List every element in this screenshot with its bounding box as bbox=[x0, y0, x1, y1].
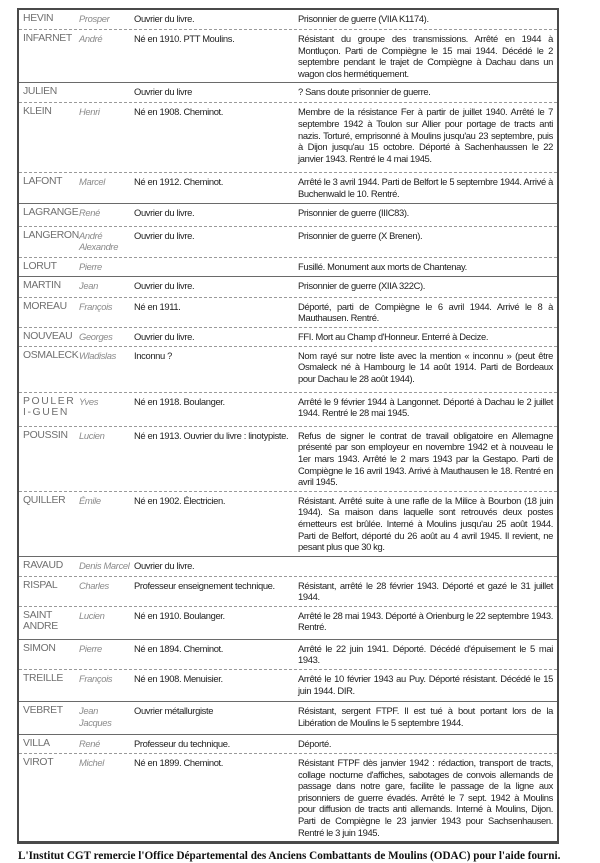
notes: Déporté. bbox=[298, 738, 332, 750]
surname: VIROT bbox=[23, 757, 54, 769]
first-name: Jean Jacques bbox=[79, 705, 112, 728]
first-name: André Alexandre bbox=[79, 229, 119, 253]
first-name: René bbox=[79, 738, 101, 750]
table-row bbox=[19, 753, 557, 841]
first-name: Pierre bbox=[79, 642, 102, 654]
table-row bbox=[19, 82, 557, 102]
table-row bbox=[19, 29, 557, 82]
profession: Né en 1902. Électricien. bbox=[134, 494, 226, 506]
notes: Fusillé. Monument aux morts de Chantenay. bbox=[298, 260, 467, 272]
table-row bbox=[19, 346, 557, 392]
surname: SIMON bbox=[23, 642, 56, 654]
profession: Inconnu ? bbox=[134, 349, 173, 361]
surname: VILLA bbox=[23, 738, 50, 750]
table-row bbox=[19, 297, 557, 327]
table-row bbox=[19, 10, 557, 29]
surname: HEVIN bbox=[23, 13, 54, 24]
surname: NOUVEAU bbox=[23, 330, 73, 342]
surname: POUSSIN bbox=[23, 429, 68, 441]
first-name: Lucien bbox=[79, 429, 105, 441]
surname: QUILLER bbox=[23, 494, 66, 506]
first-name: René bbox=[79, 206, 101, 218]
table-row bbox=[19, 701, 557, 734]
surname: LAFONT bbox=[23, 176, 63, 188]
first-name: Émile bbox=[79, 494, 101, 506]
profession: Ouvrier du livre. bbox=[134, 13, 195, 24]
first-name: Georges bbox=[79, 330, 113, 342]
notes: Résistant, sergent FTPF. Il est tué à bout portant lors de la Libération de Moulins le 5 septembre 1944. bbox=[298, 705, 553, 728]
first-name: Yves bbox=[79, 395, 99, 407]
surname: LORUT bbox=[23, 260, 57, 272]
table-row bbox=[19, 257, 557, 276]
deportee-table bbox=[17, 8, 559, 844]
first-name: François bbox=[79, 673, 113, 685]
notes: Résistant FTPF dès janvier 1942 : rédaction, transport de tracts, collage nocturne d'affiches, sabotages de convois allemands de passage dans notre gare, facilite le passage de la ligne aux prisonniers de guerre évadés. Arrêté le 7 sept. 1942 à Moulins pour diffusion de tracts anti allemands. Interné à Moulins, Dijon. Parti de Compiègne le 23 janvier 1943 pour Sachsenhausen. Rentré le 3 juin 1945. bbox=[298, 757, 553, 838]
profession: Né en 1910. PTT Moulins. bbox=[134, 33, 235, 44]
notes: Prisonnier de guerre (XIIA 322C). bbox=[298, 279, 426, 291]
notes: Refus de signer le contrat de travail obligatoire en Allemagne présenté par son employeur en novembre 1942 et à nouveau le 1er mars 1943. Arrêté le 2 mars 1943 par la Gestapo. Parti de Compiègne le 16 avril 1943. Arrivé à Mauthausen le 18. Rentré en avril 1945. bbox=[298, 429, 553, 488]
profession: Né en 1899. Cheminot. bbox=[134, 757, 224, 769]
table-row bbox=[19, 491, 557, 556]
profession: Ouvrier du livre. bbox=[134, 559, 195, 571]
table-row bbox=[19, 556, 557, 576]
profession: Né en 1911. bbox=[134, 300, 181, 312]
surname: TREILLE bbox=[23, 673, 64, 685]
profession: Ouvrier métallurgiste bbox=[134, 705, 214, 717]
first-name: François bbox=[79, 300, 113, 312]
profession: Ouvrier du livre bbox=[134, 86, 192, 98]
surname: OSMALECK bbox=[23, 349, 79, 361]
surname: RISPAL bbox=[23, 579, 58, 591]
profession: Ouvrier du livre. bbox=[134, 229, 195, 241]
first-name: Henri bbox=[79, 106, 100, 118]
surname: POULERI-GUEN bbox=[23, 395, 76, 419]
first-name: Denis Marcel bbox=[79, 559, 130, 571]
first-name: Wladislas bbox=[79, 349, 116, 361]
first-name: Prosper bbox=[79, 13, 110, 24]
profession: Né en 1908. Menuisier. bbox=[134, 673, 223, 685]
surname: INFARNET bbox=[23, 33, 72, 44]
first-name: Pierre bbox=[79, 260, 102, 272]
table-row bbox=[19, 734, 557, 753]
table-row bbox=[19, 327, 557, 346]
notes: Prisonnier de guerre (X Brenen). bbox=[298, 229, 423, 241]
notes: Arrêté le 9 février 1944 à Langonnet. Déporté à Dachau le 2 juillet 1944. Rentré le 28 mai 1945. bbox=[298, 395, 553, 419]
surname: LAGRANGE bbox=[23, 206, 79, 218]
notes: FFI. Mort au Champ d'Honneur. Enterré à Decize. bbox=[298, 330, 489, 342]
profession: Professeur enseignement technique. bbox=[134, 579, 275, 591]
notes: Résistant du groupe des transmissions. Arrêté en 1944 à Montluçon. Parti de Compiègne le 15 mai 1944. Décédé le 2 septembre pendant le trajet de Compiègne à Dachau dans un wagon clos hermétiquement. bbox=[298, 33, 553, 79]
first-name: Jean bbox=[79, 279, 98, 291]
notes: Membre de la résistance Fer à partir de juillet 1940. Arrêté le 7 septembre 1942 à Toulon sur Allier pour portage de tracts anti nazis. Torturé, emprisonné à Moulins jusqu'au 23 septembre, puis à Dijon jusqu'au 15 octobre. Déporté à Sachenhaussen le 22 janvier 1943. Rentré le 4 mai 1945. bbox=[298, 106, 553, 164]
first-name: André bbox=[79, 33, 103, 44]
first-name: Lucien bbox=[79, 609, 105, 621]
surname: MARTIN bbox=[23, 279, 61, 291]
notes: Résistant, arrêté le 28 février 1943. Déporté et gazé le 31 juillet 1944. bbox=[298, 579, 553, 603]
surname: RAVAUD bbox=[23, 559, 63, 571]
surname: VEBRET bbox=[23, 705, 63, 717]
profession: Professeur du technique. bbox=[134, 738, 230, 750]
table-row bbox=[19, 639, 557, 669]
profession: Né en 1912. Cheminot. bbox=[134, 176, 224, 188]
notes: Résistant. Arrêté suite à une rafle de la Milice à Bourbon (18 juin 1944). Sa maison dans laquelle sont retrouvés deux postes émetteurs est brûlée. Interné à Moulins jusqu'au 25 août 1944. Parti de Belfort, déporté du 26 août au 4 avril 1945. Il revient, ne pesant plus que 30 kg. bbox=[298, 494, 553, 553]
notes: Arrêté le 28 mai 1943. Déporté à Orienburg le 22 septembre 1943. Rentré. bbox=[298, 609, 553, 633]
profession: Ouvrier du livre. bbox=[134, 330, 195, 342]
notes: Arrêté le 3 avril 1944. Parti de Belfort le 5 septembre 1944. Arrivé à Buchenwald le 10. Rentré. bbox=[298, 176, 553, 199]
table-row bbox=[19, 203, 557, 226]
table-row bbox=[19, 226, 557, 257]
notes: Prisonnier de guerre (IIIC83). bbox=[298, 206, 409, 218]
table-row bbox=[19, 102, 557, 172]
first-name: Michel bbox=[79, 757, 104, 769]
notes: Nom rayé sur notre liste avec la mention « inconnu » (peut être Osmaleck né à Hambourg le 14 août 1914. Parti de Bordeaux pour Dachau le 28 août 1944). bbox=[298, 349, 553, 384]
profession: Né en 1894. Cheminot. bbox=[134, 642, 224, 654]
table-row bbox=[19, 606, 557, 639]
profession: Ouvrier du livre. bbox=[134, 206, 195, 218]
table-row bbox=[19, 276, 557, 297]
profession: Né en 1908. Cheminot. bbox=[134, 106, 224, 118]
table-row bbox=[19, 576, 557, 606]
surname: SAINT ANDRE bbox=[23, 609, 58, 633]
surname: JULIEN bbox=[23, 86, 57, 98]
table-row bbox=[19, 669, 557, 701]
surname: KLEIN bbox=[23, 106, 52, 118]
profession: Ouvrier du livre. bbox=[134, 279, 195, 291]
profession: Né en 1913. Ouvrier du livre : linotypiste. bbox=[134, 429, 289, 441]
profession: Né en 1910. Boulanger. bbox=[134, 609, 225, 621]
table-row bbox=[19, 426, 557, 491]
table-row bbox=[19, 172, 557, 202]
first-name: Marcel bbox=[79, 176, 106, 188]
notes: Déporté, parti de Compiègne le 6 avril 1944. Arrivé le 8 à Mauthausen. Rentré. bbox=[298, 300, 553, 324]
acknowledgement-footer: L'Institut CGT remercie l'Office Départemental des Anciens Combattants de Moulins (ODAC) pour l'aide fourni. bbox=[18, 850, 561, 863]
notes: ? Sans doute prisonnier de guerre. bbox=[298, 86, 431, 98]
profession: Né en 1918. Boulanger. bbox=[134, 395, 225, 407]
surname: MOREAU bbox=[23, 300, 67, 312]
table-row bbox=[19, 392, 557, 426]
notes: Prisonnier de guerre (VIIA K1174). bbox=[298, 13, 429, 24]
first-name: Charles bbox=[79, 579, 109, 591]
notes: Arrêté le 22 juin 1941. Déporté. Décédé d'épuisement le 5 mai 1943. bbox=[298, 642, 553, 666]
notes: Arrêté le 10 février 1943 au Puy. Déporté résistant. Décédé le 15 juin 1944. DIR. bbox=[298, 673, 553, 696]
surname: LANGERON bbox=[23, 229, 79, 241]
